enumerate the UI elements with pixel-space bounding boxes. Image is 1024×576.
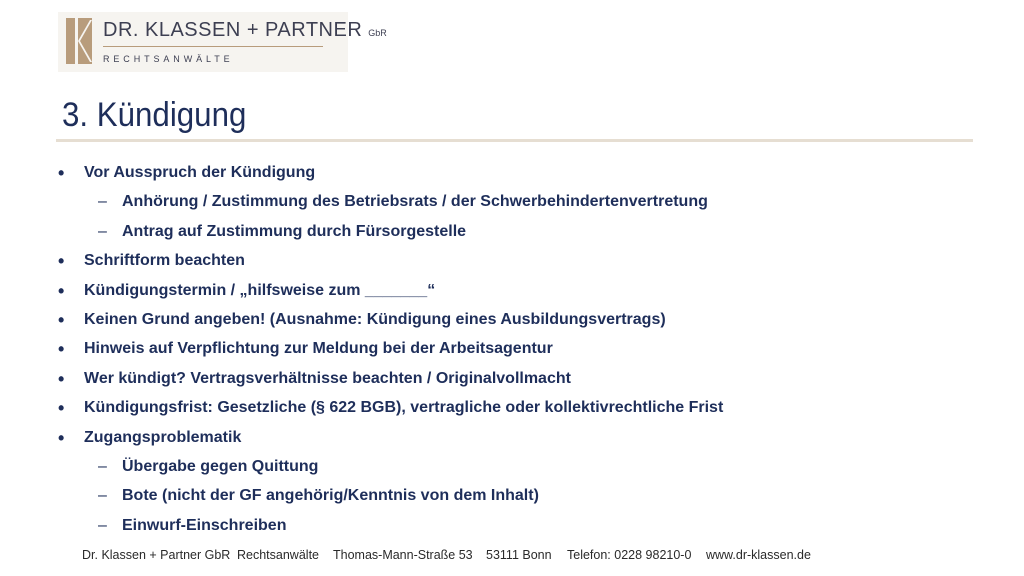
bullet-text: Kündigungsfrist: Gesetzliche (§ 622 BGB), vertragliche oder kollektivrechtliche Frist: [84, 399, 724, 417]
bullet-text: Hinweis auf Verpflichtung zur Meldung bei der Arbeitsagentur: [84, 340, 553, 358]
dash-marker: –: [98, 193, 107, 211]
bullet-text: Antrag auf Zustimmung durch Fürsorgestelle: [122, 222, 467, 240]
footer-website: www.dr-klassen.de: [706, 548, 811, 562]
bullet-marker: •: [58, 398, 65, 419]
footer-street: Thomas-Mann-Straße 53: [333, 548, 473, 562]
footer-profession: Rechtsanwälte: [237, 548, 319, 562]
bullet-text: Kündigungstermin / „hilfsweise zum _______“: [84, 281, 436, 299]
logo-name-text: DR. KLASSEN + PARTNER: [103, 19, 363, 41]
footer-firm: Dr. Klassen + Partner GbR: [82, 548, 231, 562]
bullet-marker: •: [58, 368, 65, 389]
footer-city: 53111 Bonn: [486, 548, 552, 562]
bullet-marker: •: [58, 163, 65, 183]
dash-marker: –: [98, 458, 107, 475]
bullet-text: Übergabe gegen Quittung: [122, 458, 319, 475]
bullet-text: Keinen Grund angeben! (Ausnahme: Kündigung eines Ausbildungsvertrags): [84, 311, 666, 328]
footer-phone: Telefon: 0228 98210-0: [567, 548, 692, 562]
bullet-text: Anhörung / Zustimmung des Betriebsrats / der Schwerbehindertenvertretung: [122, 193, 708, 211]
logo-name: [103, 19, 387, 42]
dash-marker: –: [98, 222, 107, 240]
bullet-text: Einwurf-Einschreiben: [122, 516, 287, 534]
bullet-marker: •: [58, 251, 65, 272]
dash-marker: –: [98, 487, 107, 505]
title-divider: [56, 139, 973, 142]
logo-suffix: GbR: [368, 28, 387, 38]
logo-subtitle: RECHTSANWÄLTE: [103, 54, 234, 64]
dash-marker: –: [98, 516, 107, 534]
bullet-marker: •: [58, 427, 65, 448]
bullet-text: Zugangsproblematik: [84, 428, 242, 446]
bullet-text: Wer kündigt? Vertragsverhältnisse beachten / Originalvollmacht: [84, 369, 571, 387]
slide-title: 3. Kündigung: [62, 96, 247, 134]
logo-rule: [103, 46, 323, 47]
bullet-text: Vor Ausspruch der Kündigung: [84, 164, 316, 181]
logo-k-mark-icon: [66, 18, 92, 64]
bullet-text: Bote (nicht der GF angehörig/Kenntnis von dem Inhalt): [122, 487, 539, 505]
bullet-marker: •: [58, 310, 65, 330]
bullet-text: Schriftform beachten: [84, 252, 245, 270]
bullet-marker: •: [58, 280, 65, 301]
bullet-marker: •: [58, 339, 65, 360]
